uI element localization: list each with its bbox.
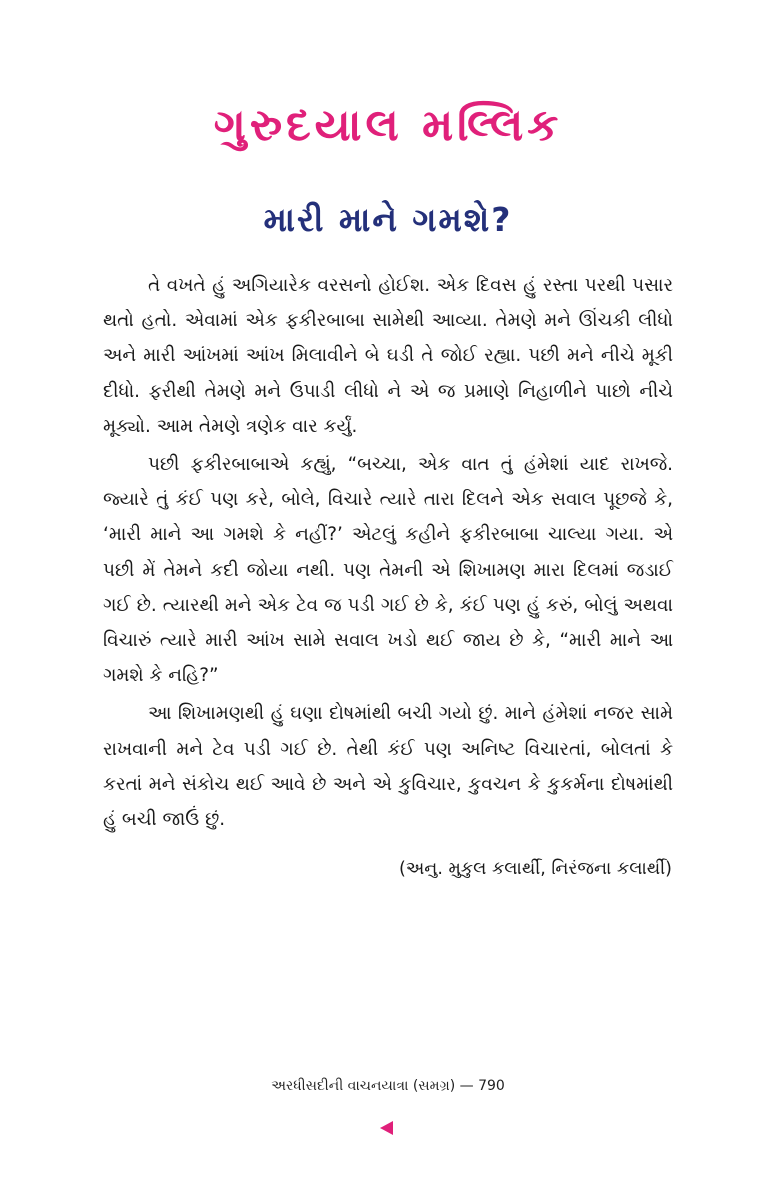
paragraph-2: પછી ફકીરબાબાએ કહ્યું, “બચ્ચા, એક વાત તું હંમેશાં યાદ રાખજે. જ્યારે તું કંઈ પણ કરે, બોલે, વિચારે ત્યારે તારા દિલને એક સવાલ પૂછજે કે, ‘મારી માને આ ગમશે કે નહીં?’ એટલું કહીને ફકીરબાબા ચાલ્યા ગયા. એ પછી મેં તેમને કદી જોયા નથી. પણ તેમની એ શિખામણ મારા દિલમાં જડાઈ ગઈ છે. ત્યારથી મને એક ટેવ જ પડી ગઈ છે કે, કંઈ પણ હું કરું, બોલું અથવા વિચારું ત્યારે મારી આંખ સામે સવાલ ખડો થઈ જાય છે કે, “મારી માને આ ગમશે કે નહિ?” [103,454,673,687]
story-title: મારી માને ગમશે? [263,200,513,239]
page-footer: અરધીસદીની વાચનયાત્રા (સમગ્ર) — 790 [271,1078,505,1094]
paragraph-3: આ શિખામણથી હું ઘણા દોષમાંથી બચી ગયો છું. માને હંમેશાં નજર સામે રાખવાની મને ટેવ પડી ગઈ છે. તેથી કંઈ પણ અનિષ્ટ વિચારતાં, બોલતાં કે કરતાં મને સંકોચ થઈ આવે છે અને એ કુવિચાર, કુવચન કે કુકર્મના દોષમાંથી હું બચી જાઉં છું. [103,703,673,831]
previous-page-icon[interactable] [380,1121,393,1135]
story-body [103,268,673,837]
translator-credit: (અનુ. મુકુલ કલાર્થી, નિરંજના કલાર્થી) [399,859,672,879]
paragraph-1: તે વખતે હું અગિયારેક વરસનો હોઈશ. એક દિવસ હું રસ્તા પરથી પસાર થતો હતો. એવામાં એક ફકીરબાબા સામેથી આવ્યા. તેમણે મને ઊંચકી લીધો અને મારી આંખમાં આંખ મિલાવીને બે ઘડી તે જોઈ રહ્યા. પછી મને નીચે મૂકી દીધો. ફરીથી તેમણે મને ઉપાડી લીધો ને એ જ પ્રમાણે નિહાળીને પાછો નીચે મૂક્યો. આમ તેમણે ત્રણેક વાર કર્યું. [103,275,673,437]
author-heading: ગુરુદયાલ મલ્લિક [213,100,563,151]
